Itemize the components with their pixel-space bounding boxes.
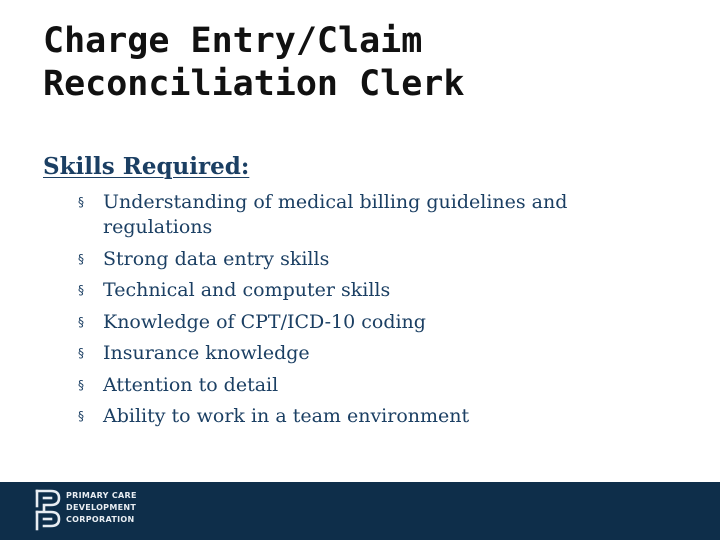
skill-item — [78, 310, 638, 335]
bullet-icon: § — [78, 251, 84, 266]
skill-text: Attention to detail — [103, 373, 279, 396]
skills-list — [78, 190, 638, 436]
bullet-icon: § — [78, 377, 84, 392]
bullet-icon: § — [78, 346, 84, 360]
bullet-icon: § — [78, 195, 84, 209]
title-line-1: Charge Entry/Claim — [43, 21, 423, 61]
skill-text: Understanding of medical billing guidelines and regulations — [103, 191, 568, 238]
bullet-icon: § — [78, 283, 84, 297]
skill-text: Knowledge of CPT/ICD-10 coding — [103, 310, 426, 333]
skill-item — [78, 341, 638, 366]
bullet-icon: § — [78, 314, 84, 329]
logo-line-2: DEVELOPMENT — [66, 503, 137, 512]
skill-item — [78, 190, 638, 240]
skill-text: Ability to work in a team environment — [103, 405, 470, 427]
skills-heading: Skills Required: — [43, 153, 250, 180]
skill-item — [78, 404, 638, 429]
logo-line-1: PRIMARY CARE — [66, 491, 137, 500]
skill-item — [78, 247, 638, 272]
skill-text: Insurance knowledge — [103, 342, 310, 364]
bullet-icon: § — [78, 409, 84, 423]
skill-item — [78, 373, 638, 398]
skill-item — [78, 278, 638, 303]
pcdc-logo-mark-icon — [33, 488, 63, 532]
skill-text: Technical and computer skills — [103, 279, 391, 301]
logo-line-3: CORPORATION — [66, 515, 135, 524]
skill-text: Strong data entry skills — [103, 247, 330, 270]
slide-title — [43, 20, 683, 106]
title-line-2: Reconciliation Clerk — [43, 64, 465, 104]
pcdc-logo — [33, 488, 173, 534]
logo-wordmark — [66, 490, 176, 526]
